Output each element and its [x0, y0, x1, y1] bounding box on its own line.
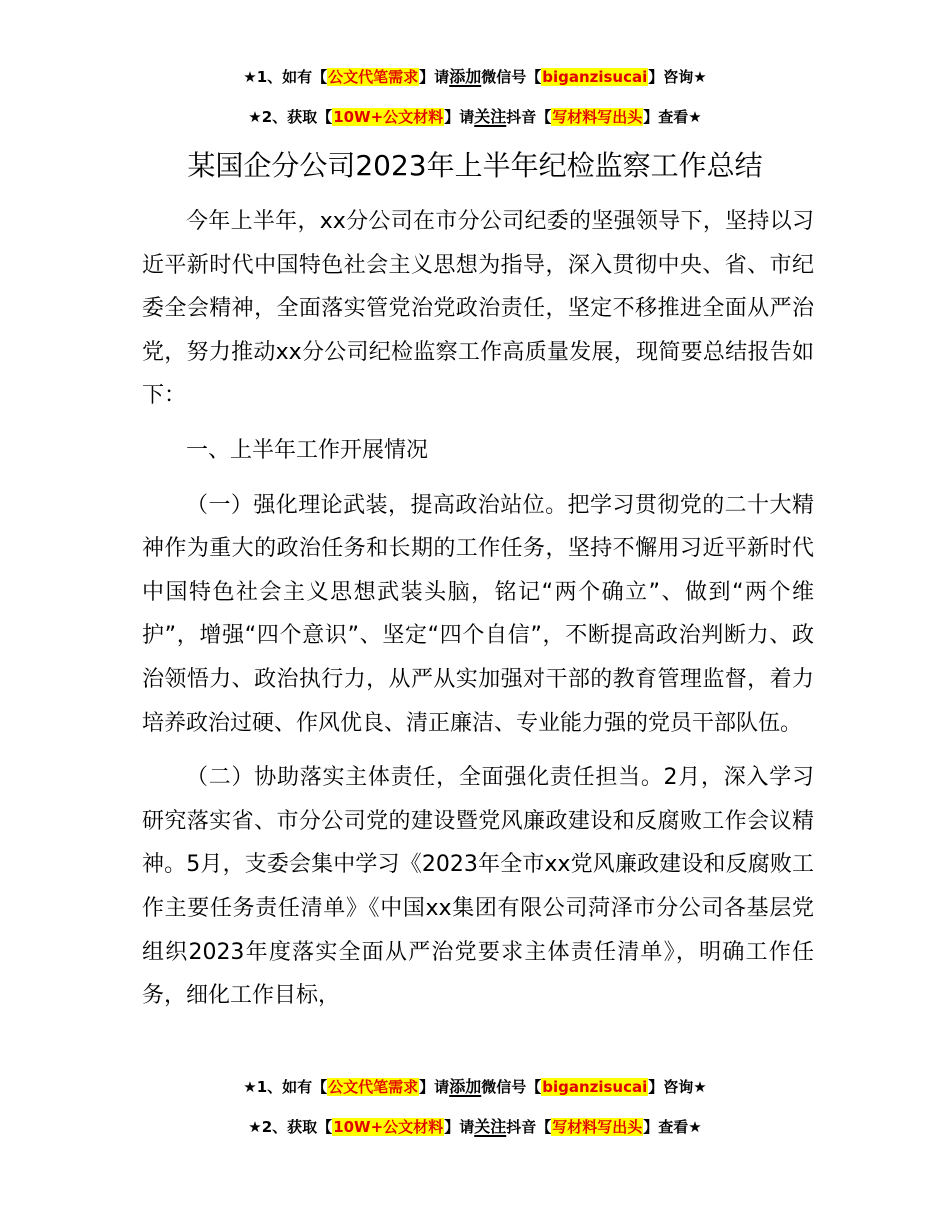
bottom-banner-line-1 — [0, 1076, 950, 1098]
banner-text: 抖音【 — [506, 108, 552, 126]
banner-text: 】查看★ — [643, 108, 702, 126]
paragraph-theory: （一）强化理论武装，提高政治站位。把学习贯彻党的二十大精神作为重大的政治任务和长期的工作任务，坚持不懈用习近平新时代中国特色社会主义思想武装头脑，铭记“两个确立”、做到“两个维护”，增强“四个意识”、坚定“四个自信”，不断提高政治判断力、政治领悟力、政治执行力，从严从实加强对干部的教育管理监督，着力培养政治过硬、作风优良、清正廉洁、专业能力强的党员干部队伍。 — [142, 492, 814, 736]
banner-text: 】请 — [419, 68, 450, 86]
top-banner-line-1 — [0, 66, 950, 88]
highlight-wechat-id: biganzisucai — [542, 68, 648, 86]
highlight-service: 公文代笔需求 — [328, 1078, 419, 1096]
banner-text: 】请 — [444, 108, 475, 126]
bottom-banner-line-2 — [0, 1116, 950, 1138]
underlined-text: 添加 — [449, 1077, 482, 1096]
document-title: 某国企分公司2023年上半年纪检监察工作总结 — [187, 149, 763, 182]
top-banner-line-2 — [0, 106, 950, 128]
highlight-service: 公文代笔需求 — [328, 68, 419, 86]
banner-text: 微信号【 — [481, 1078, 542, 1096]
underlined-text: 关注 — [474, 1117, 507, 1136]
highlight-douyin-account: 写材料写出头 — [552, 108, 643, 126]
banner-text: 】咨询★ — [648, 68, 707, 86]
banner-text: 】查看★ — [643, 1118, 702, 1136]
section-heading: 一、上半年工作开展情况 — [186, 437, 429, 463]
banner-text: 微信号【 — [481, 68, 542, 86]
highlight-materials: 10W+公文材料 — [333, 108, 444, 126]
banner-text: 】咨询★ — [648, 1078, 707, 1096]
banner-text: 】请 — [444, 1118, 475, 1136]
underlined-text: 关注 — [474, 107, 507, 126]
banner-text: ★1、如有【 — [243, 1078, 328, 1096]
highlight-wechat-id: biganzisucai — [542, 1078, 648, 1096]
banner-text: 抖音【 — [506, 1118, 552, 1136]
banner-text: ★2、获取【 — [248, 1118, 333, 1136]
paragraph-responsibility: （二）协助落实主体责任，全面强化责任担当。2月，深入学习研究落实省、市分公司党的建设暨党风廉政建设和反腐败工作会议精神。5月，支委会集中学习《2023年全市xx党风廉政建设和反腐败工作主要任务责任清单》《中国xx集团有限公司菏泽市分公司各基层党组织2023年度落实全面从严治党要求主体责任清单》，明确工作任务，细化工作目标， — [142, 765, 814, 1009]
highlight-materials: 10W+公文材料 — [333, 1118, 444, 1136]
highlight-douyin-account: 写材料写出头 — [552, 1118, 643, 1136]
banner-text: ★1、如有【 — [243, 68, 328, 86]
paragraph-intro: 今年上半年，xx分公司在市分公司纪委的坚强领导下，坚持以习近平新时代中国特色社会主义思想为指导，深入贯彻中央、省、市纪委全会精神，全面落实管党治党政治责任，坚定不移推进全面从严治党，努力推动xx分公司纪检监察工作高质量发展，现简要总结报告如下： — [142, 209, 814, 409]
document-body — [142, 200, 814, 1018]
banner-text: ★2、获取【 — [248, 108, 333, 126]
underlined-text: 添加 — [449, 67, 482, 86]
banner-text: 】请 — [419, 1078, 450, 1096]
